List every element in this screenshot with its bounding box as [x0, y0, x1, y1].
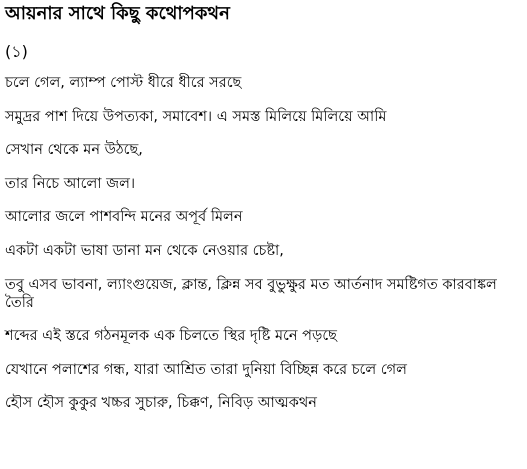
- poem-body: [5, 74, 523, 412]
- poem-line: একটা একটা ভাষা ডানা মন থেকে নেওয়ার চেষ্টা,: [5, 242, 284, 259]
- poem-line: চলে গেল, ল্যাম্প পোস্ট ধীরে ধীরে সরছে: [5, 75, 242, 91]
- poem-line: যেখানে পলাশের গন্ধ, যারা আশ্রিত তারা দুনিয়া বিচ্ছিন্ন করে চলে গেল: [5, 361, 407, 378]
- section-number: (১): [5, 42, 28, 61]
- poem-line: সমুদ্রর পাশ দিয়ে উপত্যকা, সমাবেশ। এ সমস্ত মিলিয়ে মিলিয়ে আমি: [5, 108, 387, 125]
- poem-line: তবু এসব ভাবনা, ল্যাংগুয়েজ, ক্লান্ত, ক্লিন্ন সব বুভুক্ষুর মত আর্তনাদ সমষ্টিগত কারবাঙ্কল তৈরি: [5, 276, 497, 311]
- document-page: [5, 2, 523, 428]
- poem-line: শব্দের এই স্তরে গঠনমূলক এক চিলতে স্থির দৃষ্টি মনে পড়ছে: [5, 328, 337, 345]
- document-title: আয়নার সাথে কিছু কথোপকথন: [5, 3, 230, 24]
- poem-line: হৌস হৌস কুকুর খচ্চর সুচারু, চিক্কণ, নিবিড় আত্মকথন: [5, 395, 317, 412]
- poem-line: সেখান থেকে মন উঠছে,: [5, 142, 143, 159]
- poem-line: তার নিচে আলো জল।: [5, 175, 136, 192]
- poem-line: আলোর জলে পাশবন্দি মনের অপূর্ব মিলন: [5, 209, 243, 226]
